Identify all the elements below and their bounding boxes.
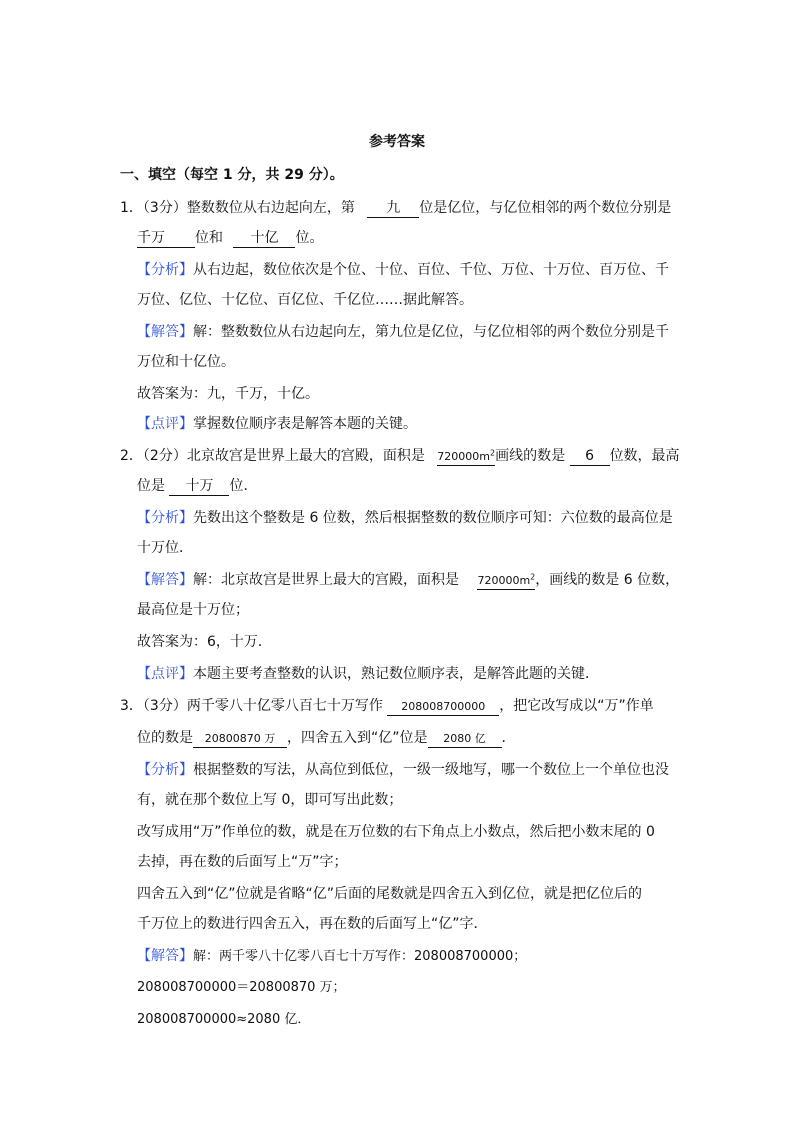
q1-comment-text: 掌握数位顺序表是解答本题的关键。 <box>193 416 417 432</box>
q2-comment-tag: 【点评】 <box>137 666 193 682</box>
q3-stem-a: 两千零八十亿零八百七十万写作 <box>186 698 383 714</box>
q3-blank1: 208008700000 <box>387 698 499 716</box>
q2-answer: 故答案为：6，十万． <box>137 634 272 650</box>
q2-solution-text1b: ，画线的数是 6 位数， <box>535 572 680 588</box>
q1-blank2: 千万 <box>137 230 195 248</box>
q2-comment-text: 本题主要考查整数的认识，熟记数位顺序表，是解答此题的关键． <box>193 666 599 682</box>
q3-solution-line3: 208008700000≈2080 亿． <box>137 1012 311 1027</box>
q3-stem-c: 位的数是 <box>137 730 193 746</box>
q1-blank3: 十亿 <box>233 230 295 248</box>
q1-stem-line2 <box>137 228 323 248</box>
page-title: 参考答案 <box>369 134 425 150</box>
q2-comment <box>137 664 599 684</box>
q1-blank1: 九 <box>367 200 419 218</box>
q2-score: （2分） <box>142 448 187 464</box>
q3-analysis-line1 <box>137 760 669 780</box>
q2-solution-text1a: 解：北京故宫是世界上最大的宫殿，面积是 <box>193 572 459 588</box>
q2-solution-line1 <box>137 570 679 590</box>
q2-analysis-tag: 【分析】 <box>137 510 193 526</box>
q2-stem-line1 <box>120 446 680 466</box>
q2-stem-d: 位是 <box>137 478 165 494</box>
q1-solution-text1: 解：整数数位从右边起向左，第九位是亿位，与亿位相邻的两个数位分别是千 <box>193 324 669 340</box>
q1-analysis-line2: 万位、亿位、十亿位、百亿位、千亿位……据此解答。 <box>137 292 473 308</box>
q2-blank1: 6 <box>570 448 610 466</box>
q2-solution-area-sup: 2 <box>530 572 536 582</box>
q3-analysis-line5: 四舍五入到“亿”位就是省略“亿”后面的尾数就是四舍五入到亿位，就是把亿位后的 <box>137 886 643 902</box>
q3-solution-line2: 208008700000＝20800870 万； <box>137 980 346 995</box>
q3-analysis-line4: 去掉，再在数的后面写上“万”字； <box>137 854 348 870</box>
q2-number: 2． <box>120 448 143 464</box>
q2-solution-line2: 最高位是十万位； <box>137 602 249 618</box>
q1-score: （3分） <box>142 200 187 216</box>
q2-stem-c: 位数，最高 <box>609 448 680 464</box>
q3-analysis-line6: 千万位上的数进行四舍五入，再在数的后面写上“亿”字． <box>137 916 488 932</box>
q2-stem-b: 画线的数是 <box>495 448 566 464</box>
q1-stem-line1 <box>120 198 671 218</box>
q2-solution-area-value: 720000m <box>477 574 531 587</box>
q1-comment <box>137 414 417 434</box>
q2-analysis-line1 <box>137 508 673 528</box>
q2-solution-area <box>477 572 535 590</box>
q3-score: （3分） <box>142 698 187 714</box>
q3-stem-line1 <box>120 696 654 716</box>
q1-stem-c: 位和 <box>195 230 223 246</box>
q2-stem-a: 北京故宫是世界上最大的宫殿，面积是 <box>186 448 425 464</box>
q2-analysis-line2: 十万位． <box>137 540 193 556</box>
q3-solution-tag: 【解答】 <box>137 948 193 964</box>
q3-solution-text1: 解：两千零八十亿零八百七十万写作：208008700000； <box>193 949 527 964</box>
q2-area-value: 720000m <box>437 450 491 463</box>
q3-blank2: 20800870 万 <box>193 730 287 748</box>
q3-stem-d: ，四舍五入到“亿”位是 <box>287 730 428 746</box>
q2-blank2: 十万 <box>169 478 229 496</box>
q1-analysis-tag: 【分析】 <box>137 262 193 278</box>
q1-stem-d: 位。 <box>295 230 324 246</box>
q1-solution-tag: 【解答】 <box>137 324 193 340</box>
q1-comment-tag: 【点评】 <box>137 416 193 432</box>
q1-stem-b: 位是亿位，与亿位相邻的两个数位分别是 <box>419 200 672 216</box>
q2-stem-line2 <box>137 476 257 496</box>
q3-blank3: 2080 亿 <box>428 730 502 748</box>
q1-analysis-line1 <box>137 260 669 280</box>
q3-analysis-text1: 根据整数的写法，从高位到低位，一级一级地写，哪一个数位上一个单位也没 <box>193 762 669 778</box>
section-heading: 一、填空（每空 1 分，共 29 分）。 <box>120 167 344 183</box>
q3-stem-line2 <box>137 728 516 748</box>
q3-stem-b: ，把它改写成以“万”作单 <box>499 698 654 714</box>
q3-analysis-tag: 【分析】 <box>137 762 193 778</box>
q1-answer: 故答案为：九，千万，十亿。 <box>137 386 319 402</box>
q1-solution-line1 <box>137 322 669 342</box>
q2-area <box>437 448 495 466</box>
q2-area-sup: 2 <box>490 448 496 458</box>
q3-solution-line1 <box>137 946 526 966</box>
q3-analysis-line2: 有，就在那个数位上写 0，即可写出此数； <box>137 792 403 808</box>
q2-stem-e: 位． <box>229 478 258 494</box>
q3-number: 3． <box>120 698 143 714</box>
q2-solution-tag: 【解答】 <box>137 572 193 588</box>
q3-stem-e: ． <box>501 730 516 746</box>
q2-analysis-text1: 先数出这个整数是 6 位数，然后根据整数的数位顺序可知：六位数的最高位是 <box>193 510 673 526</box>
q3-analysis-line3: 改写成用“万”作单位的数，就是在万位数的右下角点上小数点，然后把小数末尾的 0 <box>137 824 655 840</box>
q1-solution-line2: 万位和十亿位。 <box>137 354 235 370</box>
q1-stem-a: 整数数位从右边起向左，第 <box>186 200 355 216</box>
q1-analysis-text1: 从右边起，数位依次是个位、十位、百位、千位、万位、十万位、百万位、千 <box>193 262 669 278</box>
q1-number: 1． <box>120 200 143 216</box>
